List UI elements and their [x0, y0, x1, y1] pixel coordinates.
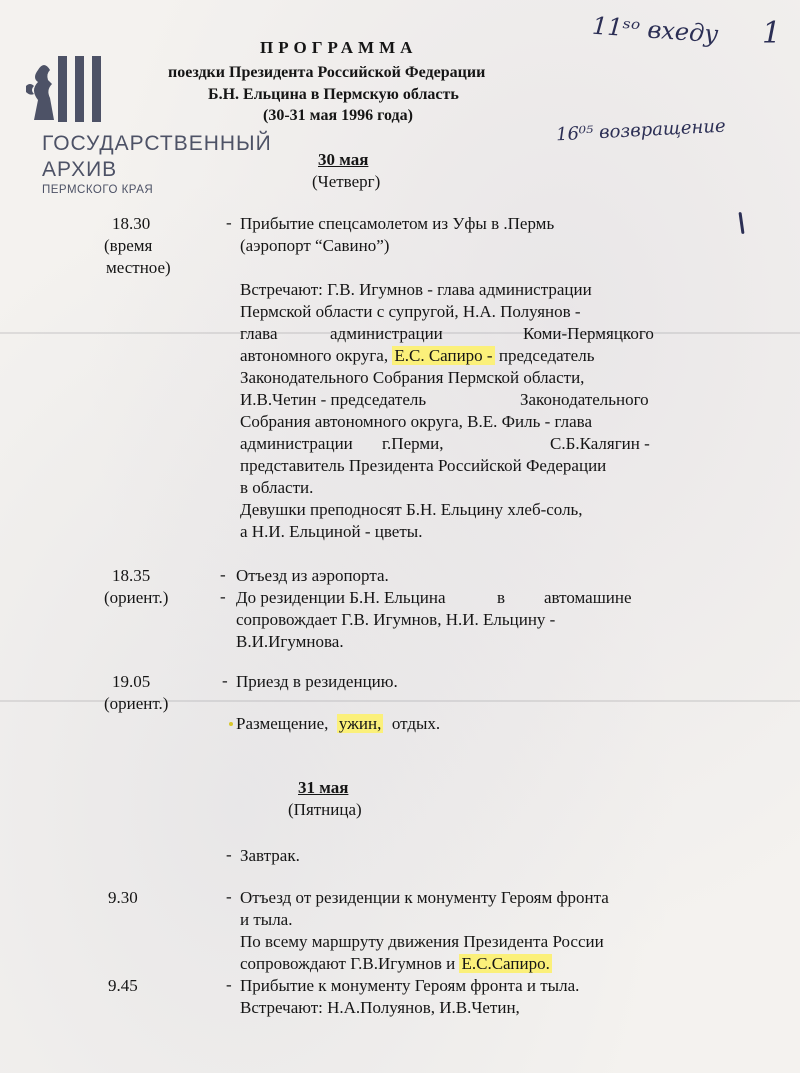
entry1-meet-line: И.В.Четин - председатель	[240, 390, 427, 409]
entry3-line: Приезд в резиденцию.	[236, 672, 398, 691]
entry6-line: Прибытие к монументу Героям фронта и тыла.	[240, 976, 580, 995]
entry4-line: Завтрак.	[240, 846, 300, 865]
highlighted-name: Е.С.Сапиро.	[461, 954, 550, 973]
entry1-meet-line	[240, 346, 594, 366]
entry2-dash: -	[220, 587, 226, 606]
entry2-line: в	[497, 588, 506, 607]
archive-name-line3: ПЕРМСКОГО КРАЯ	[42, 184, 154, 196]
header-line1: поездки Президента Российской Федерации	[168, 64, 486, 81]
entry2-time: 18.35	[112, 566, 151, 585]
entry1-meet-line: в области.	[240, 478, 314, 497]
entry1-text: автономного округа,	[240, 346, 393, 365]
entry5-line: По всему маршруту движения Президента России	[240, 932, 604, 951]
entry1-meet-line: г.Перми,	[382, 434, 444, 453]
header-line2: Б.Н. Ельцина в Пермскую область	[208, 86, 459, 103]
entry2-line: автомашине	[544, 588, 632, 607]
entry4-dash: -	[226, 845, 232, 864]
highlight-mark	[229, 722, 233, 726]
handwritten-note-top: 11ˢᵒ вхеду	[591, 11, 720, 49]
highlighted-name: Е.С. Сапиро -	[394, 346, 493, 365]
entry2-time-note: (ориент.)	[104, 588, 169, 607]
document-title: ПРОГРАММА	[260, 38, 418, 57]
header-line3: (30-31 мая 1996 года)	[263, 107, 413, 124]
entry1-text: председатель	[494, 346, 595, 365]
entry2-line: Отъезд из аэропорта.	[236, 566, 389, 585]
entry1-time: 18.30	[112, 214, 151, 233]
entry1-meet-line: Коми-Пермяцкого	[523, 324, 654, 343]
entry2-line: В.И.Игумнова.	[236, 632, 344, 651]
day2-weekday: (Пятница)	[288, 800, 362, 819]
entry1-meet-line: Встречают: Г.В. Игумнов - глава администрации	[240, 280, 592, 299]
entry1-meet-line: глава	[240, 324, 278, 343]
entry1-meet-line: С.Б.Калягин -	[550, 434, 650, 453]
entry6-line: Встречают: Н.А.Полуянов, И.В.Четин,	[240, 998, 520, 1017]
entry3-time-note: (ориент.)	[104, 694, 169, 713]
entry1-meet-line: Собрания автономного округа, В.Е. Филь - глава	[240, 412, 593, 431]
entry5-line: Отъезд от резиденции к монументу Героям фронта	[240, 888, 609, 907]
pen-mark	[738, 212, 744, 234]
entry3-dash: -	[222, 671, 228, 690]
entry5-line: и тыла.	[240, 910, 293, 929]
entry1-meet-line: Пермской области с супругой, Н.А. Полуянов -	[240, 302, 581, 321]
entry6-time: 9.45	[108, 976, 138, 995]
entry5-line	[240, 954, 552, 974]
entry2-line: До резиденции Б.Н. Ельцина	[236, 588, 446, 607]
entry1-meet-line: Законодательного	[520, 390, 649, 409]
entry1-line: Прибытие спецсамолетом из Уфы в .Пермь	[240, 214, 555, 233]
entry1-meet-line: администрации	[330, 324, 443, 343]
archive-name-line1: ГОСУДАРСТВЕННЫЙ	[42, 132, 272, 155]
archive-emblem-icon	[24, 52, 104, 124]
entry1-meet-line: Законодательного Собрания Пермской области,	[240, 368, 585, 387]
entry1-meet-line: а Н.И. Ельциной - цветы.	[240, 522, 423, 541]
entry3-text: отдых.	[391, 714, 441, 733]
entry1-meet-line: администрации	[240, 434, 353, 453]
entry2-line: сопровождает Г.В. Игумнов, Н.И. Ельцину -	[236, 610, 556, 629]
entry5-text: сопровождают Г.В.Игумнов и	[240, 954, 460, 973]
entry2-dash: -	[220, 565, 226, 584]
entry5-dash: -	[226, 887, 232, 906]
day1-weekday: (Четверг)	[312, 172, 381, 191]
entry1-meet-line: представитель Президента Российской Федерации	[240, 456, 607, 475]
entry3-line	[236, 714, 440, 734]
day2-date: 31 мая	[298, 778, 349, 797]
entry1-time-note: (время	[104, 236, 153, 255]
entry1-line: (аэропорт “Савино”)	[240, 236, 390, 255]
entry1-dash: -	[226, 213, 232, 232]
entry5-time: 9.30	[108, 888, 138, 907]
entry1-meet-line: Девушки преподносят Б.Н. Ельцину хлеб-соль,	[240, 500, 583, 519]
entry3-text: Размещение,	[236, 714, 329, 733]
day1-date: 30 мая	[318, 150, 369, 169]
entry1-time-note: местное)	[106, 258, 171, 277]
highlighted-word: ужин,	[338, 714, 382, 733]
handwritten-page-number: 1	[762, 16, 782, 51]
entry6-dash: -	[226, 975, 232, 994]
archive-name-line2: АРХИВ	[42, 158, 118, 181]
entry3-time: 19.05	[112, 672, 151, 691]
handwritten-note-side: 16⁰⁵ возвращение	[555, 115, 727, 146]
